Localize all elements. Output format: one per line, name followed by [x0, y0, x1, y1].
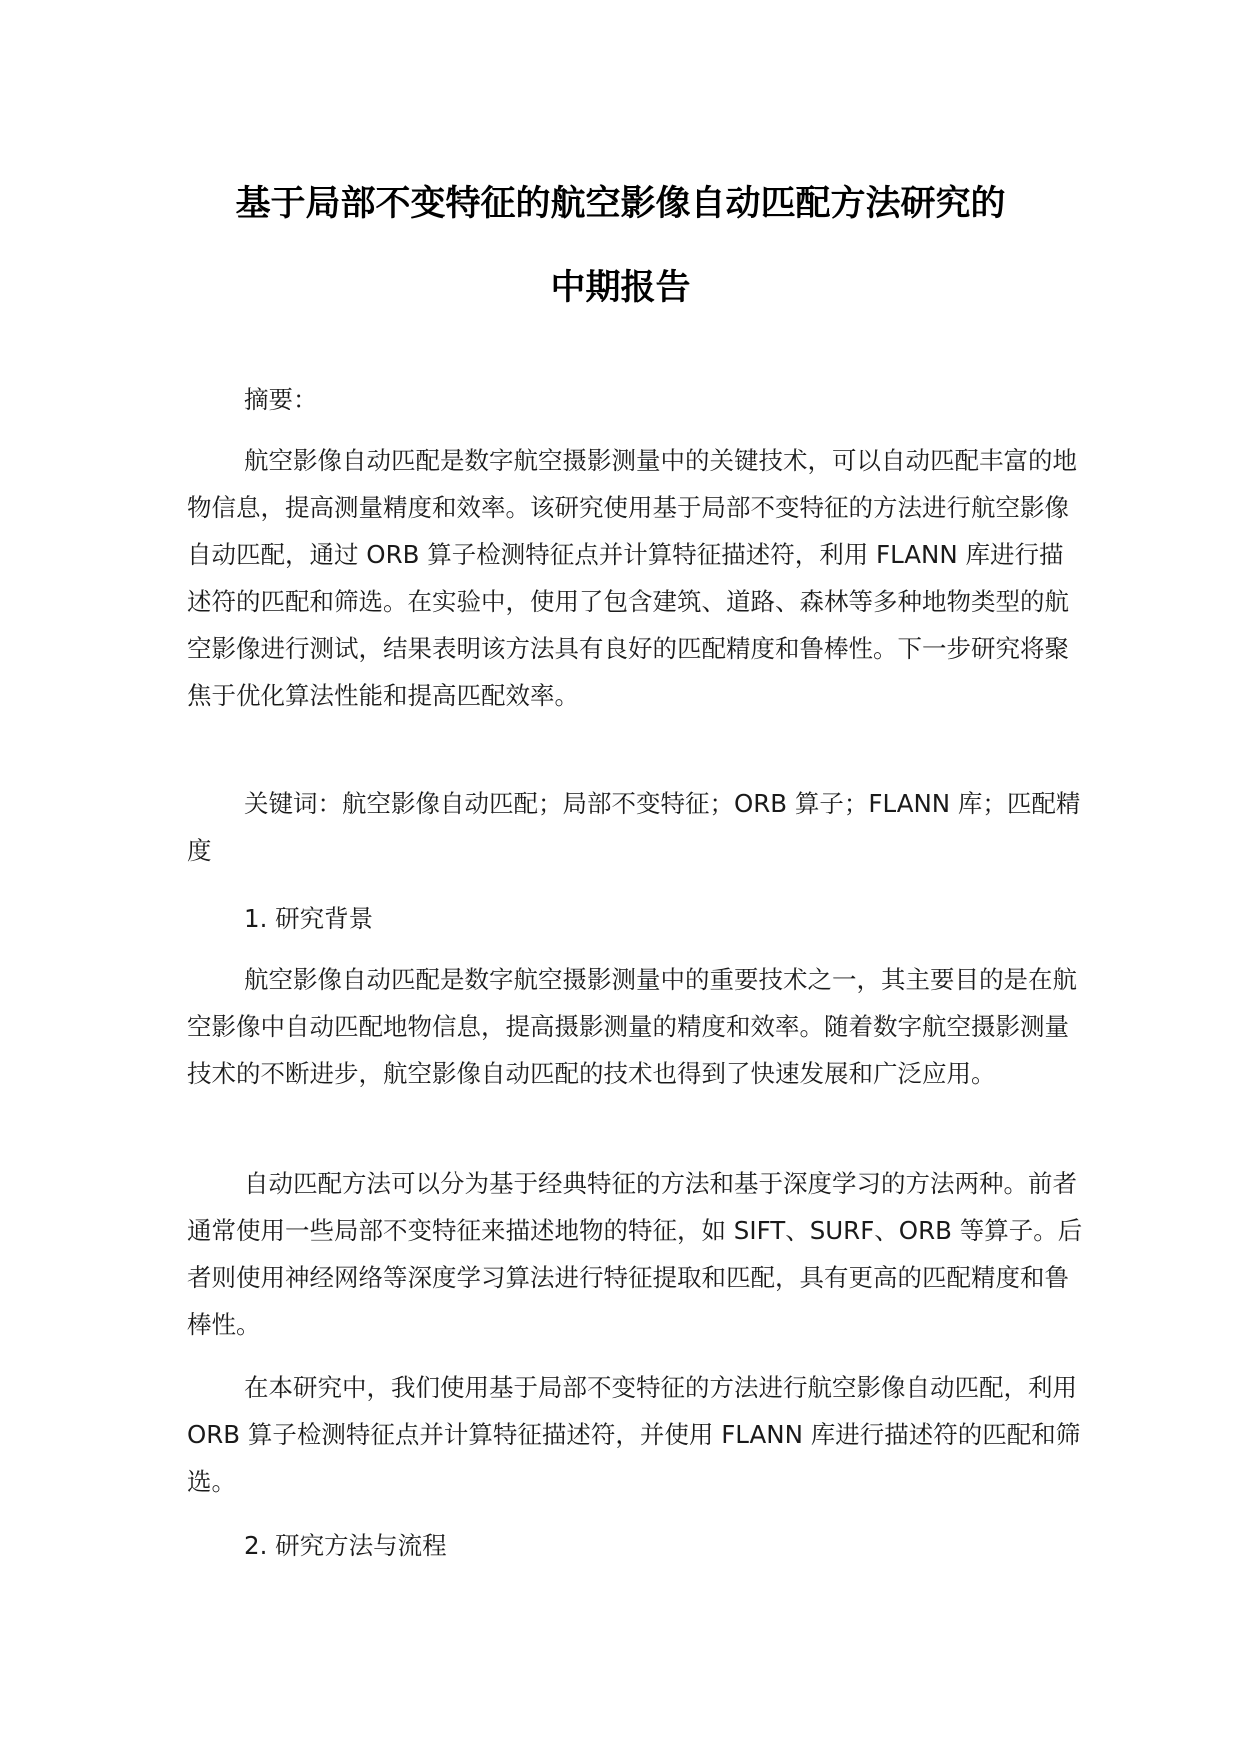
background-paragraph-1: 航空影像自动匹配是数字航空摄影测量中的重要技术之一，其主要目的是在航空影像中自动匹配地物信息，提高摄影测量的精度和效率。随着数字航空摄影测量技术的不断进步，航空影像自动匹配的技术也得到了快速发展和广泛应用。	[187, 965, 1077, 1088]
keywords-paragraph: 关键词：航空影像自动匹配；局部不变特征；ORB 算子；FLANN 库；匹配精度	[187, 789, 1081, 865]
abstract-paragraph: 航空影像自动匹配是数字航空摄影测量中的关键技术，可以自动匹配丰富的地物信息，提高测量精度和效率。该研究使用基于局部不变特征的方法进行航空影像自动匹配，通过 ORB 算子检测特征点并计算特征描述符，利用 FLANN 库进行描述符的匹配和筛选。在实验中，使用了包含建筑、道路、森林等多种地物类型的航空影像进行测试，结果表明该方法具有良好的匹配精度和鲁棒性。下一步研究将聚焦于优化算法性能和提高匹配效率。	[187, 446, 1077, 710]
abstract-label: 摘要：	[244, 385, 318, 414]
background-paragraph-3: 在本研究中，我们使用基于局部不变特征的方法进行航空影像自动匹配，利用 ORB 算子检测特征点并计算特征描述符，并使用 FLANN 库进行描述符的匹配和筛选。	[187, 1373, 1081, 1496]
background-paragraph-2: 自动匹配方法可以分为基于经典特征的方法和基于深度学习的方法两种。前者通常使用一些局部不变特征来描述地物的特征，如 SIFT、SURF、ORB 等算子。后者则使用神经网络等深度学习算法进行特征提取和匹配，具有更高的匹配精度和鲁棒性。	[187, 1169, 1083, 1339]
document-title-line-1: 基于局部不变特征的航空影像自动匹配方法研究的	[235, 184, 1006, 224]
section-heading-background: 1. 研究背景	[244, 904, 374, 933]
section-heading-methods: 2. 研究方法与流程	[244, 1531, 447, 1560]
document-title-line-2: 中期报告	[550, 268, 691, 308]
